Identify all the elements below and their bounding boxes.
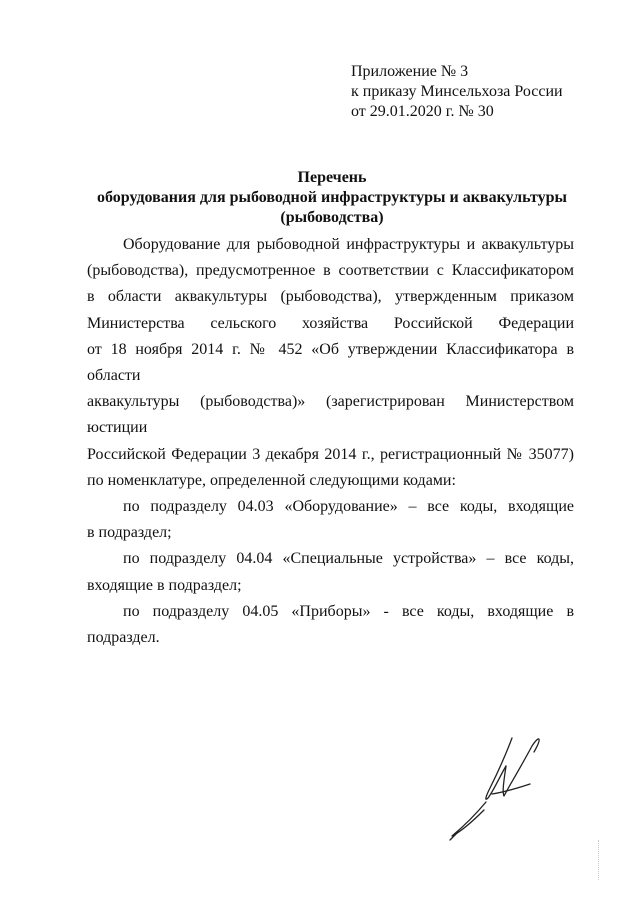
appendix-order-ref: к приказу Минсельхоза России bbox=[351, 83, 563, 100]
signature-icon bbox=[446, 732, 556, 842]
paragraph-4 bbox=[87, 599, 574, 651]
paragraph-1-line-5: от 18 ноября 2014 г. № 452 «Об утверждении Классификатора в области bbox=[87, 340, 574, 385]
document-body bbox=[87, 232, 574, 651]
title-line-2: оборудования для рыбоводной инфраструктуры и аквакультуры bbox=[96, 189, 568, 206]
paragraph-1-line-6: аквакультуры (рыбоводства)» (зарегистрирован Министерством юстиции bbox=[87, 393, 574, 437]
title-line-3: (рыбоводства) bbox=[280, 209, 384, 226]
appendix-header bbox=[351, 62, 563, 122]
paragraph-3 bbox=[87, 546, 574, 598]
paragraph-1-line-8: по номенклатуре, определенной следующими кодами: bbox=[87, 471, 456, 489]
paragraph-1-line-7: Российской Федерации 3 декабря 2014 г., регистрационный № 35077) bbox=[87, 445, 574, 463]
paragraph-1-line-3: в области аквакультуры (рыбоводства), утвержденным приказом bbox=[87, 288, 574, 306]
paragraph-1-line-4: Министерства сельского хозяйства Российской Федерации bbox=[87, 314, 574, 332]
paragraph-2-line-2: в подраздел; bbox=[87, 524, 172, 542]
paragraph-3-line-1: по подразделу 04.04 «Специальные устройства» – все коды, bbox=[123, 550, 574, 568]
paragraph-3-line-2: входящие в подраздел; bbox=[87, 576, 242, 594]
title-line-1: Перечень bbox=[297, 169, 367, 186]
paragraph-1-line-1: Оборудование для рыбоводной инфраструктуры и аквакультуры bbox=[123, 236, 574, 253]
appendix-order-date: от 29.01.2020 г. № 30 bbox=[351, 103, 494, 120]
paragraph-2 bbox=[87, 494, 574, 546]
paragraph-4-line-1: по подразделу 04.05 «Приборы» - все коды, входящие в подраздел. bbox=[87, 602, 574, 647]
paragraph-2-line-1: по подразделу 04.03 «Оборудование» – все коды, входящие bbox=[123, 498, 574, 516]
paragraph-1-line-2: (рыбоводства), предусмотренное в соответствии с Классификатором bbox=[87, 262, 574, 280]
paragraph-1 bbox=[87, 232, 574, 494]
appendix-number: Приложение № 3 bbox=[351, 63, 469, 80]
scan-margin-mark bbox=[598, 840, 601, 880]
document-title bbox=[90, 168, 574, 228]
